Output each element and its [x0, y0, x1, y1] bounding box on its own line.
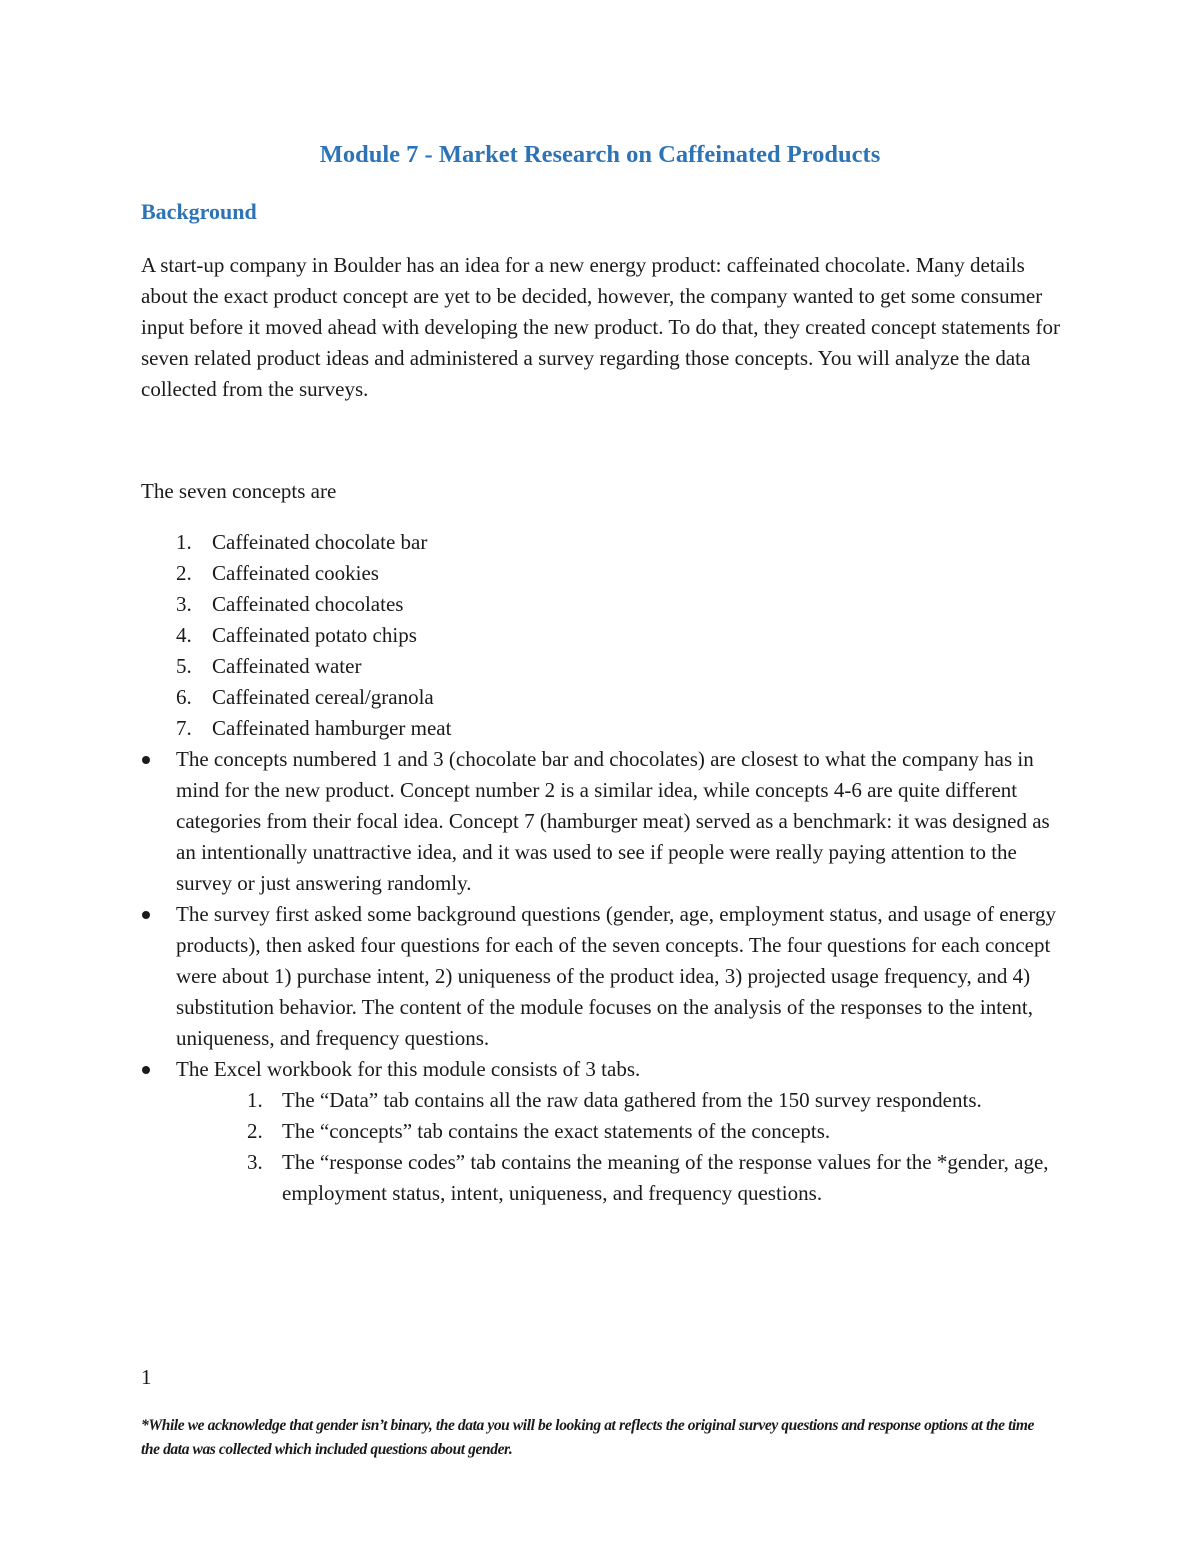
- tab-description: The “concepts” tab contains the exact statements of the concepts.: [282, 1119, 831, 1143]
- bullet-item: [141, 899, 1071, 1054]
- list-item: [141, 620, 451, 651]
- list-number: 6.: [176, 685, 192, 709]
- bullet-item: [141, 744, 1071, 899]
- document-title: Module 7 - Market Research on Caffeinated Products: [319, 141, 881, 168]
- concept-text: Caffeinated chocolate bar: [212, 530, 428, 554]
- tab-description: The “Data” tab contains all the raw data gathered from the 150 survey respondents.: [282, 1088, 982, 1112]
- list-item: [141, 527, 451, 558]
- list-number: 2.: [176, 561, 192, 585]
- list-number: 1.: [247, 1088, 263, 1112]
- bullet-text: The survey first asked some background questions (gender, age, employment status, and usage of energy products), then asked four questions for each of the seven concepts. The four questions for each concept were about 1) purchase intent, 2) uniqueness of the product idea, 3) projected usage frequency, and 4) substitution behavior. The content of the module focuses on the analysis of the responses to the intent, uniqueness, and frequency questions.: [176, 902, 1056, 1050]
- bullet-list: [141, 744, 1071, 1209]
- bullet-text: The Excel workbook for this module consists of 3 tabs.: [176, 1057, 641, 1081]
- list-item: [141, 651, 451, 682]
- bullet-item: [141, 1054, 1071, 1209]
- bullet-icon: [142, 911, 150, 919]
- list-item: [141, 589, 451, 620]
- concept-text: Caffeinated cereal/granola: [212, 685, 434, 709]
- tab-description: The “response codes” tab contains the meaning of the response values for the *gender, age, employment status, intent, uniqueness, and frequency questions.: [282, 1150, 1049, 1205]
- concept-text: Caffeinated potato chips: [212, 623, 417, 647]
- concept-text: Caffeinated water: [212, 654, 362, 678]
- list-item: [141, 558, 451, 589]
- list-item: [141, 713, 451, 744]
- list-number: 5.: [176, 654, 192, 678]
- list-number: 7.: [176, 716, 192, 740]
- list-item: [176, 1085, 1071, 1116]
- page-number: 1: [141, 1365, 152, 1389]
- section-heading-background: Background: [141, 199, 257, 224]
- concept-text: Caffeinated chocolates: [212, 592, 404, 616]
- background-paragraph: A start-up company in Boulder has an idea for a new energy product: caffeinated chocolate. Many details about the exact product concept are yet to be decided, however, the company wanted to get some consumer input before it moved ahead with developing the new product. To do that, they created concept statements for seven related product ideas and administered a survey regarding those concepts. You will analyze the data collected from the surveys.: [141, 253, 1060, 401]
- list-item: [176, 1116, 1071, 1147]
- concepts-intro: The seven concepts are: [141, 479, 337, 503]
- list-item: [141, 682, 451, 713]
- list-number: 3.: [247, 1150, 263, 1174]
- list-number: 3.: [176, 592, 192, 616]
- list-number: 1.: [176, 530, 192, 554]
- concepts-list: [141, 527, 451, 744]
- bullet-icon: [142, 1066, 150, 1074]
- concept-text: Caffeinated cookies: [212, 561, 379, 585]
- concept-text: Caffeinated hamburger meat: [212, 716, 452, 740]
- bullet-icon: [142, 756, 150, 764]
- tabs-list: [176, 1085, 1071, 1209]
- bullet-text: The concepts numbered 1 and 3 (chocolate bar and chocolates) are closest to what the company has in mind for the new product. Concept number 2 is a similar idea, while concepts 4-6 are quite different categories from their focal idea. Concept 7 (hamburger meat) served as a benchmark: it was designed as an intentionally unattractive idea, and it was used to see if people were really paying attention to the survey or just answering randomly.: [176, 747, 1050, 895]
- footnote: *While we acknowledge that gender isn’t binary, the data you will be looking at reflects the original survey questions and response options at the time the data was collected which included questions about gender.: [141, 1417, 1035, 1458]
- list-number: 2.: [247, 1119, 263, 1143]
- list-number: 4.: [176, 623, 192, 647]
- list-item: [176, 1147, 1071, 1209]
